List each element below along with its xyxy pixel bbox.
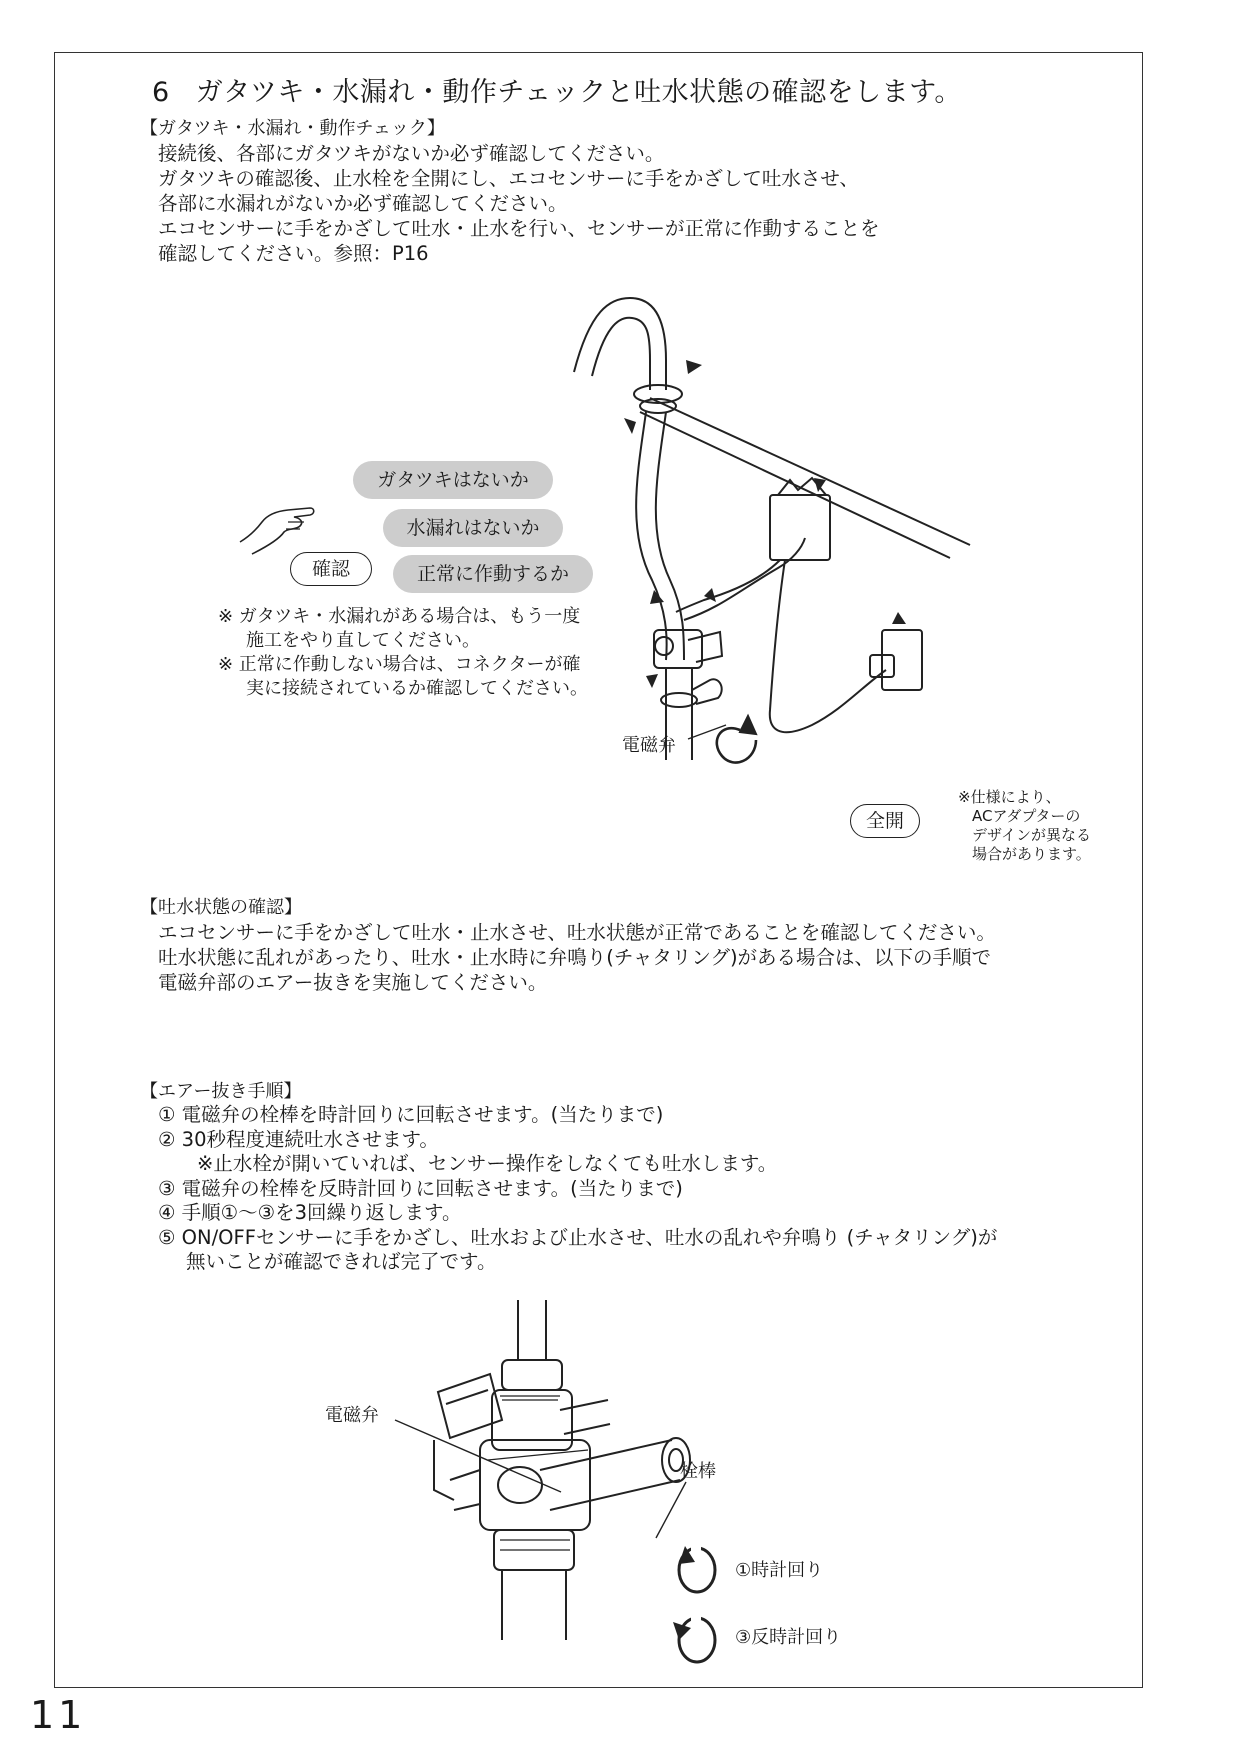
check-line: 各部に水漏れがないか必ず確認してください。: [158, 192, 568, 215]
note-line: ※ 正常に作動しない場合は、コネクターが確: [218, 654, 581, 675]
adapter-note-line: ACアダプターの: [972, 807, 1081, 825]
warning-notes: [218, 605, 588, 701]
adapter-note: [958, 788, 1091, 864]
spout-line: 吐水状態に乱れがあったり、吐水・止水時に弁鳴り(チャタリング)がある場合は、以下の手順で: [158, 946, 992, 969]
spout-line: エコセンサーに手をかざして吐水・止水させ、吐水状態が正常であることを確認してください。: [158, 921, 996, 944]
step-item: ③ 電磁弁の栓棒を反時計回りに回転させます。(当たりまで): [158, 1176, 683, 1200]
pill-operation: 正常に作動するか: [393, 555, 593, 593]
spout-check-instructions: [158, 920, 996, 995]
step-item: ② 30秒程度連続吐水させます。: [158, 1127, 439, 1151]
clockwise-label: ①時計回り: [735, 1560, 824, 1581]
counterclockwise-arrow-icon: [671, 1610, 721, 1666]
pill-rattle: ガタツキはないか: [353, 461, 553, 499]
spout-check-heading: 【吐水状態の確認】: [140, 897, 302, 918]
stem-leader-line: [656, 1482, 688, 1542]
stem-label: 栓棒: [680, 1461, 716, 1482]
adapter-note-line: 場合があります。: [972, 845, 1091, 863]
faucet-installation-illustration: [580, 290, 1060, 850]
air-bleed-heading: 【エアー抜き手順】: [140, 1081, 302, 1102]
full-open-chip: 全開: [850, 804, 920, 838]
air-bleed-steps: [158, 1103, 997, 1275]
step-item: ① 電磁弁の栓棒を時計回りに回転させます。(当たりまで): [158, 1103, 664, 1126]
valve-leader-line-2: [395, 1420, 565, 1496]
valve-label-2: 電磁弁: [325, 1405, 379, 1426]
section-title-text: ガタツキ・水漏れ・動作チェックと吐水状態の確認をします。: [195, 77, 962, 108]
valve-leader-line: [688, 725, 728, 741]
check-heading: 【ガタツキ・水漏れ・動作チェック】: [140, 118, 445, 139]
page-number: 11: [30, 1693, 87, 1737]
check-chip: 確認: [290, 552, 372, 586]
check-instructions: [158, 141, 880, 266]
clockwise-arrow-icon: [671, 1540, 721, 1596]
note-line: ※ ガタツキ・水漏れがある場合は、もう一度: [218, 606, 581, 627]
check-line: ガタツキの確認後、止水栓を全開にし、エコセンサーに手をかざして吐水させ、: [158, 167, 859, 190]
section-number: 6: [152, 77, 170, 108]
note-line: 実に接続されているか確認してください。: [246, 678, 588, 699]
check-line: エコセンサーに手をかざして吐水・止水を行い、センサーが正常に作動することを: [158, 217, 880, 240]
adapter-note-line: デザインが異なる: [972, 826, 1091, 844]
note-line: 施工をやり直してください。: [246, 630, 480, 651]
counterclockwise-label: ③反時計回り: [735, 1627, 842, 1648]
check-line: 接続後、各部にガタツキがないか必ず確認してください。: [158, 142, 665, 165]
check-line: 確認してください。参照：P16: [158, 242, 429, 265]
pill-leak: 水漏れはないか: [383, 509, 563, 547]
adapter-note-line: ※仕様により、: [958, 788, 1061, 806]
step-item: ⑤ ON/OFFセンサーに手をかざし、吐水および止水させ、吐水の乱れや弁鳴り (チャタリング)が: [158, 1225, 998, 1249]
spout-line: 電磁弁部のエアー抜きを実施してください。: [158, 971, 548, 994]
section-title: [152, 70, 962, 109]
pointing-hand-icon: [238, 502, 318, 562]
step-item: 無いことが確認できれば完了です。: [186, 1250, 497, 1273]
valve-label: 電磁弁: [622, 735, 676, 756]
step-note: ※止水栓が開いていれば、センサー操作をしなくても吐水します。: [197, 1152, 778, 1175]
step-item: ④ 手順①～③を3回繰り返します。: [158, 1201, 462, 1224]
